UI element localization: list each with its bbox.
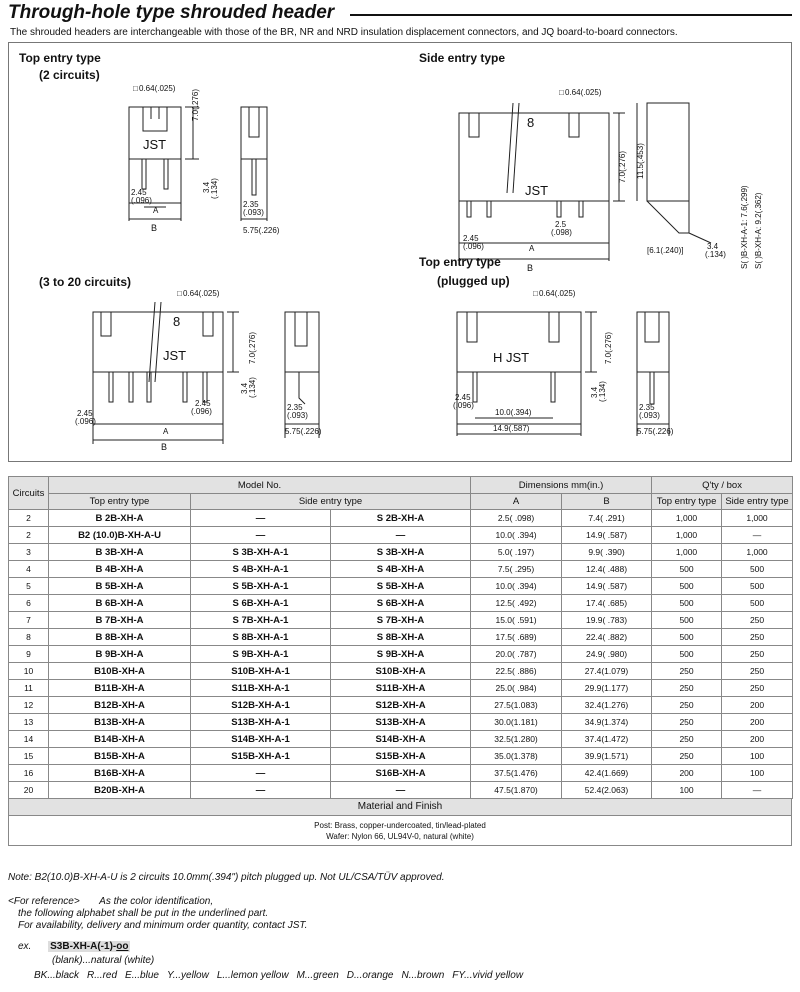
plugged-label-1: Top entry type — [419, 255, 501, 269]
side-pitch2: 2.5 — [555, 220, 567, 229]
cell-dim-a: 37.5(1.476) — [471, 765, 562, 782]
side-entry-label: Side entry type — [419, 51, 506, 65]
cell-circuits: 5 — [9, 578, 49, 595]
cell-qty-side: 500 — [722, 578, 793, 595]
cell-top-model: B10B-XH-A — [49, 663, 191, 680]
example-code-underlined: oo — [116, 941, 129, 952]
cell-qty-top: 1,000 — [652, 510, 722, 527]
plug-dim-b: 14.9(.587) — [493, 424, 530, 433]
standoff-in: (.134) — [210, 178, 219, 199]
cell-qty-top: 500 — [652, 561, 722, 578]
cell-circuits: 6 — [9, 595, 49, 612]
table-row — [9, 578, 793, 595]
top-entry-3-20-label: (3 to 20 circuits) — [39, 275, 132, 289]
pcb-dim: 2.35 — [243, 200, 259, 209]
col-dim-a: A — [471, 494, 562, 510]
spec-table-body — [9, 510, 793, 799]
cell-side-model-1: — — [191, 765, 331, 782]
cell-top-model: B 5B-XH-A — [49, 578, 191, 595]
ref-line-1 — [8, 896, 307, 908]
cell-qty-side: 1,000 — [722, 544, 793, 561]
cell-circuits: 11 — [9, 680, 49, 697]
side-ref2: S( )B-XH-A: 9.2(.362) — [754, 192, 763, 269]
cell-top-model: B13B-XH-A — [49, 714, 191, 731]
pitch2-3-20: 2.45 — [195, 399, 211, 408]
cell-qty-top: 250 — [652, 697, 722, 714]
cell-side-model-1: S12B-XH-A-1 — [191, 697, 331, 714]
col-top-entry: Top entry type — [49, 494, 191, 510]
cell-circuits: 2 — [9, 510, 49, 527]
side-pitch2-in: (.098) — [551, 228, 572, 237]
cell-qty-top: 1,000 — [652, 544, 722, 561]
color-code-item: D...orange — [346, 970, 394, 981]
cell-qty-top: 250 — [652, 731, 722, 748]
title-rule — [350, 14, 792, 16]
table-row — [9, 612, 793, 629]
cell-side-model: S 5B-XH-A — [331, 578, 471, 595]
cell-dim-b: 42.4(1.669) — [562, 765, 652, 782]
reference-block — [8, 896, 307, 932]
plug-stand-in: (.134) — [598, 381, 607, 402]
col-qty-side: Side entry type — [722, 494, 793, 510]
ref-tail: As the color identification, — [99, 896, 214, 907]
plug-pitch: 2.45 — [455, 393, 471, 402]
cell-dim-b: 9.9( .390) — [562, 544, 652, 561]
cell-dim-a: 17.5( .689) — [471, 629, 562, 646]
table-row — [9, 544, 793, 561]
dim-b: B — [151, 223, 158, 233]
material-post: Post: Brass, copper-undercoated, tin/lead-plated — [314, 821, 486, 830]
ref-title: <For reference> — [8, 896, 80, 907]
ref-line-3: For availability, delivery and minimum order quantity, contact JST. — [18, 920, 308, 931]
cell-top-model: B 6B-XH-A — [49, 595, 191, 612]
cell-top-model: B14B-XH-A — [49, 731, 191, 748]
cell-qty-side: — — [722, 527, 793, 544]
color-code-item: M...green — [296, 970, 339, 981]
pitch-in-3-20: (.096) — [75, 417, 96, 426]
cell-qty-top: 500 — [652, 578, 722, 595]
cell-circuits: 16 — [9, 765, 49, 782]
cell-qty-top: 500 — [652, 629, 722, 646]
pcb-in-3-20: (.093) — [287, 411, 308, 420]
cell-qty-side: 200 — [722, 714, 793, 731]
plug-pcb: 2.35 — [639, 403, 655, 412]
material-body — [8, 816, 792, 846]
cell-dim-b: 34.9(1.374) — [562, 714, 652, 731]
plug-brand: H JST — [493, 350, 530, 365]
plugged-label-2: (plugged up) — [437, 274, 510, 288]
cell-side-model-1: S 6B-XH-A-1 — [191, 595, 331, 612]
table-row — [9, 663, 793, 680]
cell-dim-b: 19.9( .783) — [562, 612, 652, 629]
plug-height: 7.0(.276) — [604, 331, 613, 364]
cell-qty-top: 250 — [652, 748, 722, 765]
color-code-item: Y...yellow — [166, 970, 209, 981]
cell-dim-a: 30.0(1.181) — [471, 714, 562, 731]
ref-line-2: the following alphabet shall be put in the underlined part. — [18, 908, 269, 919]
cell-dim-a: 2.5( .098) — [471, 510, 562, 527]
cell-dim-a: 25.0( .984) — [471, 680, 562, 697]
cell-side-model: S11B-XH-A — [331, 680, 471, 697]
cell-dim-a: 47.5(1.870) — [471, 782, 562, 799]
cell-side-model: S15B-XH-A — [331, 748, 471, 765]
cell-circuits: 9 — [9, 646, 49, 663]
pcb-3-20: 2.35 — [287, 403, 303, 412]
cell-circuits: 12 — [9, 697, 49, 714]
standoff-in-3-20: (.134) — [248, 377, 257, 398]
spec-table-wrap — [8, 476, 792, 846]
dim-a-3-20: A — [163, 427, 169, 436]
cell-side-model-1: S11B-XH-A-1 — [191, 680, 331, 697]
side-stand-in: (.134) — [705, 250, 726, 259]
cell-side-model: S12B-XH-A — [331, 697, 471, 714]
cell-dim-b: 14.9( .587) — [562, 527, 652, 544]
col-circuits: Circuits — [9, 477, 49, 510]
side-stand: 3.4 — [707, 242, 719, 251]
cell-circuits: 20 — [9, 782, 49, 799]
cell-top-model: B 7B-XH-A — [49, 612, 191, 629]
table-row — [9, 748, 793, 765]
cell-qty-top: 250 — [652, 680, 722, 697]
drawings-panel — [8, 42, 792, 462]
col-qty-top: Top entry type — [652, 494, 722, 510]
cell-circuits: 13 — [9, 714, 49, 731]
cell-dim-a: 5.0( .197) — [471, 544, 562, 561]
cell-qty-top: 200 — [652, 765, 722, 782]
cell-qty-side: — — [722, 782, 793, 799]
table-row — [9, 697, 793, 714]
col-qty: Q'ty / box — [652, 477, 793, 494]
cell-side-model: S 6B-XH-A — [331, 595, 471, 612]
cell-qty-side: 200 — [722, 697, 793, 714]
standoff-3-20: 3.4 — [240, 382, 249, 394]
height-dim: 7.0(.276) — [191, 88, 200, 121]
cell-dim-b: 24.9( .980) — [562, 646, 652, 663]
pcb-in: (.093) — [243, 208, 264, 217]
cell-side-model-1: S 5B-XH-A-1 — [191, 578, 331, 595]
cell-top-model: B 9B-XH-A — [49, 646, 191, 663]
cell-qty-top: 500 — [652, 612, 722, 629]
color-code-item: L...lemon yellow — [216, 970, 289, 981]
page-subtitle: The shrouded headers are interchangeable with those of the BR, NR and NRD insulation displacement connectors, and JQ board-to-board connectors. — [10, 27, 678, 38]
color-code-item: FY...vivid yellow — [452, 970, 524, 981]
side-height2: 11.5(.453) — [636, 143, 645, 179]
standoff-dim: 3.4 — [202, 181, 211, 193]
table-row — [9, 629, 793, 646]
cell-side-model: S14B-XH-A — [331, 731, 471, 748]
cell-dim-a: 27.5(1.083) — [471, 697, 562, 714]
cell-side-model: S 9B-XH-A — [331, 646, 471, 663]
cell-qty-side: 250 — [722, 680, 793, 697]
color-code-item: R...red — [87, 970, 118, 981]
material-heading: Material and Finish — [8, 799, 792, 816]
cell-side-model-1: S14B-XH-A-1 — [191, 731, 331, 748]
pin-symbol: □ — [133, 84, 138, 93]
cell-side-model: — — [331, 782, 471, 799]
cell-side-model: S 3B-XH-A — [331, 544, 471, 561]
side-brand: JST — [525, 183, 549, 198]
cell-qty-side: 200 — [722, 731, 793, 748]
note-line: Note: B2(10.0)B-XH-A-U is 2 circuits 10.0mm(.394") pitch plugged up. Not UL/CSA/TÜV approved. — [8, 872, 445, 883]
col-dims: Dimensions mm(in.) — [471, 477, 652, 494]
cell-side-model: S 7B-XH-A — [331, 612, 471, 629]
cell-circuits: 3 — [9, 544, 49, 561]
cell-qty-side: 250 — [722, 663, 793, 680]
side-depth: [6.1(.240)] — [647, 246, 684, 255]
cell-qty-side: 250 — [722, 646, 793, 663]
table-row — [9, 680, 793, 697]
color-code-item: E...blue — [125, 970, 159, 981]
cell-qty-side: 500 — [722, 561, 793, 578]
cell-side-model-1: S 4B-XH-A-1 — [191, 561, 331, 578]
table-row — [9, 561, 793, 578]
cell-top-model: B16B-XH-A — [49, 765, 191, 782]
cell-dim-a: 12.5( .492) — [471, 595, 562, 612]
example-line — [18, 940, 130, 953]
cell-top-model: B11B-XH-A — [49, 680, 191, 697]
example-code: S3B-XH-A(-1)-oo — [50, 941, 129, 952]
cell-dim-b: 27.4(1.079) — [562, 663, 652, 680]
cell-side-model-1: S15B-XH-A-1 — [191, 748, 331, 765]
plug-dim-a: 10.0(.394) — [495, 408, 532, 417]
top-entry-3-20-drawing — [75, 288, 339, 453]
material-wafer: Wafer: Nylon 66, UL94V-0, natural (white) — [326, 832, 474, 841]
cell-side-model-1: S13B-XH-A-1 — [191, 714, 331, 731]
plug-stand: 3.4 — [590, 386, 599, 398]
example-label: ex. — [18, 941, 32, 952]
side-dim-b: B — [527, 263, 534, 273]
cell-qty-side: 1,000 — [722, 510, 793, 527]
cell-dim-b: 37.4(1.472) — [562, 731, 652, 748]
cell-dim-a: 7.5( .295) — [471, 561, 562, 578]
side-height: 7.0(.276) — [618, 150, 627, 183]
cell-dim-b: 7.4( .291) — [562, 510, 652, 527]
top-entry-2-circuits-label: (2 circuits) — [39, 68, 100, 82]
table-row — [9, 731, 793, 748]
cell-circuits: 15 — [9, 748, 49, 765]
pin-dim-3-20: 0.64(.025) — [183, 289, 220, 298]
table-row — [9, 510, 793, 527]
cell-dim-a: 10.0( .394) — [471, 578, 562, 595]
cell-top-model: B 8B-XH-A — [49, 629, 191, 646]
col-side-entry: Side entry type — [191, 494, 471, 510]
plug-pin-dim: 0.64(.025) — [539, 289, 576, 298]
plug-pcb-in: (.093) — [639, 411, 660, 420]
cell-circuits: 10 — [9, 663, 49, 680]
cell-side-model: — — [331, 527, 471, 544]
top-entry-plugged-drawing — [449, 288, 789, 453]
cell-side-model-1: — — [191, 782, 331, 799]
cell-side-model-1: — — [191, 510, 331, 527]
cell-dim-a: 20.0( .787) — [471, 646, 562, 663]
side-pin-dim: 0.64(.025) — [565, 88, 602, 97]
cell-qty-top: 250 — [652, 663, 722, 680]
cell-circuits: 2 — [9, 527, 49, 544]
pitch-3-20: 2.45 — [77, 409, 93, 418]
cell-dim-a: 22.5( .886) — [471, 663, 562, 680]
side-pitch: 2.45 — [463, 234, 479, 243]
pin-symbol-3-20: □ — [177, 289, 182, 298]
cell-dim-b: 32.4(1.276) — [562, 697, 652, 714]
cell-qty-side: 250 — [722, 612, 793, 629]
cell-side-model: S16B-XH-A — [331, 765, 471, 782]
pitch-in: (.096) — [131, 196, 152, 205]
table-row — [9, 527, 793, 544]
cell-side-model: S10B-XH-A — [331, 663, 471, 680]
cell-side-model: S 2B-XH-A — [331, 510, 471, 527]
title-row — [8, 2, 792, 28]
cell-side-model-1: — — [191, 527, 331, 544]
cell-side-model-1: S 9B-XH-A-1 — [191, 646, 331, 663]
cell-dim-a: 10.0( .394) — [471, 527, 562, 544]
cell-circuits: 8 — [9, 629, 49, 646]
blank-color-line: (blank)...natural (white) — [52, 955, 155, 966]
side-pitch-in: (.096) — [463, 242, 484, 251]
cell-dim-a: 35.0(1.378) — [471, 748, 562, 765]
cell-qty-top: 500 — [652, 595, 722, 612]
side-count: 8 — [527, 115, 535, 130]
cell-side-model: S 8B-XH-A — [331, 629, 471, 646]
table-row — [9, 714, 793, 731]
cell-qty-top: 100 — [652, 782, 722, 799]
cell-side-model-1: S 8B-XH-A-1 — [191, 629, 331, 646]
cell-dim-b: 52.4(2.063) — [562, 782, 652, 799]
depth-3-20: 5.75(.226) — [285, 427, 322, 436]
plug-depth: 5.75(.226) — [637, 427, 674, 436]
cell-circuits: 7 — [9, 612, 49, 629]
cell-dim-b: 14.9( .587) — [562, 578, 652, 595]
color-codes — [34, 970, 531, 981]
plug-pin-symbol: □ — [533, 289, 538, 298]
cell-top-model: B15B-XH-A — [49, 748, 191, 765]
table-row — [9, 765, 793, 782]
cell-dim-a: 32.5(1.280) — [471, 731, 562, 748]
count-3-20: 8 — [173, 314, 181, 329]
cell-dim-b: 17.4( .685) — [562, 595, 652, 612]
dim-a: A — [153, 206, 159, 215]
cell-qty-top: 1,000 — [652, 527, 722, 544]
cell-circuits: 14 — [9, 731, 49, 748]
cell-qty-top: 250 — [652, 714, 722, 731]
cell-dim-b: 12.4( .488) — [562, 561, 652, 578]
table-row — [9, 646, 793, 663]
plug-pitch-in: (.096) — [453, 401, 474, 410]
col-dim-b: B — [562, 494, 652, 510]
spec-table — [8, 476, 793, 799]
dim-b-3-20: B — [161, 442, 168, 452]
col-model: Model No. — [49, 477, 471, 494]
height-3-20: 7.0(.276) — [248, 331, 257, 364]
cell-top-model: B2 (10.0)B-XH-A-U — [49, 527, 191, 544]
color-code-item: BK...black — [34, 970, 80, 981]
cell-qty-side: 250 — [722, 629, 793, 646]
pin-dim: 0.64(.025) — [139, 84, 176, 93]
cell-dim-b: 22.4( .882) — [562, 629, 652, 646]
cell-qty-side: 100 — [722, 765, 793, 782]
cell-top-model: B 4B-XH-A — [49, 561, 191, 578]
cell-dim-a: 15.0( .591) — [471, 612, 562, 629]
cell-qty-side: 500 — [722, 595, 793, 612]
depth-dim: 5.75(.226) — [243, 226, 280, 235]
table-row — [9, 595, 793, 612]
pitch2-in-3-20: (.096) — [191, 407, 212, 416]
color-code-item: N...brown — [401, 970, 445, 981]
cell-side-model-1: S10B-XH-A-1 — [191, 663, 331, 680]
brand-mark: JST — [143, 137, 167, 152]
page-title: Through-hole type shrouded header — [8, 2, 335, 23]
cell-top-model: B12B-XH-A — [49, 697, 191, 714]
side-dim-a: A — [529, 244, 535, 253]
pitch-dim: 2.45 — [131, 188, 147, 197]
top-entry-label: Top entry type — [19, 51, 101, 65]
top-entry-2-drawing — [109, 81, 309, 241]
cell-qty-side: 100 — [722, 748, 793, 765]
cell-side-model-1: S 3B-XH-A-1 — [191, 544, 331, 561]
cell-dim-b: 39.9(1.571) — [562, 748, 652, 765]
cell-top-model: B20B-XH-A — [49, 782, 191, 799]
brand-3-20: JST — [163, 348, 187, 363]
cell-top-model: B 3B-XH-A — [49, 544, 191, 561]
table-row — [9, 782, 793, 799]
cell-top-model: B 2B-XH-A — [49, 510, 191, 527]
side-ref1: S( )B-XH-A-1: 7.6(.299) — [740, 185, 749, 269]
side-pin-symbol: □ — [559, 88, 564, 97]
cell-circuits: 4 — [9, 561, 49, 578]
cell-dim-b: 29.9(1.177) — [562, 680, 652, 697]
cell-qty-top: 500 — [652, 646, 722, 663]
cell-side-model: S13B-XH-A — [331, 714, 471, 731]
cell-side-model-1: S 7B-XH-A-1 — [191, 612, 331, 629]
cell-side-model: S 4B-XH-A — [331, 561, 471, 578]
